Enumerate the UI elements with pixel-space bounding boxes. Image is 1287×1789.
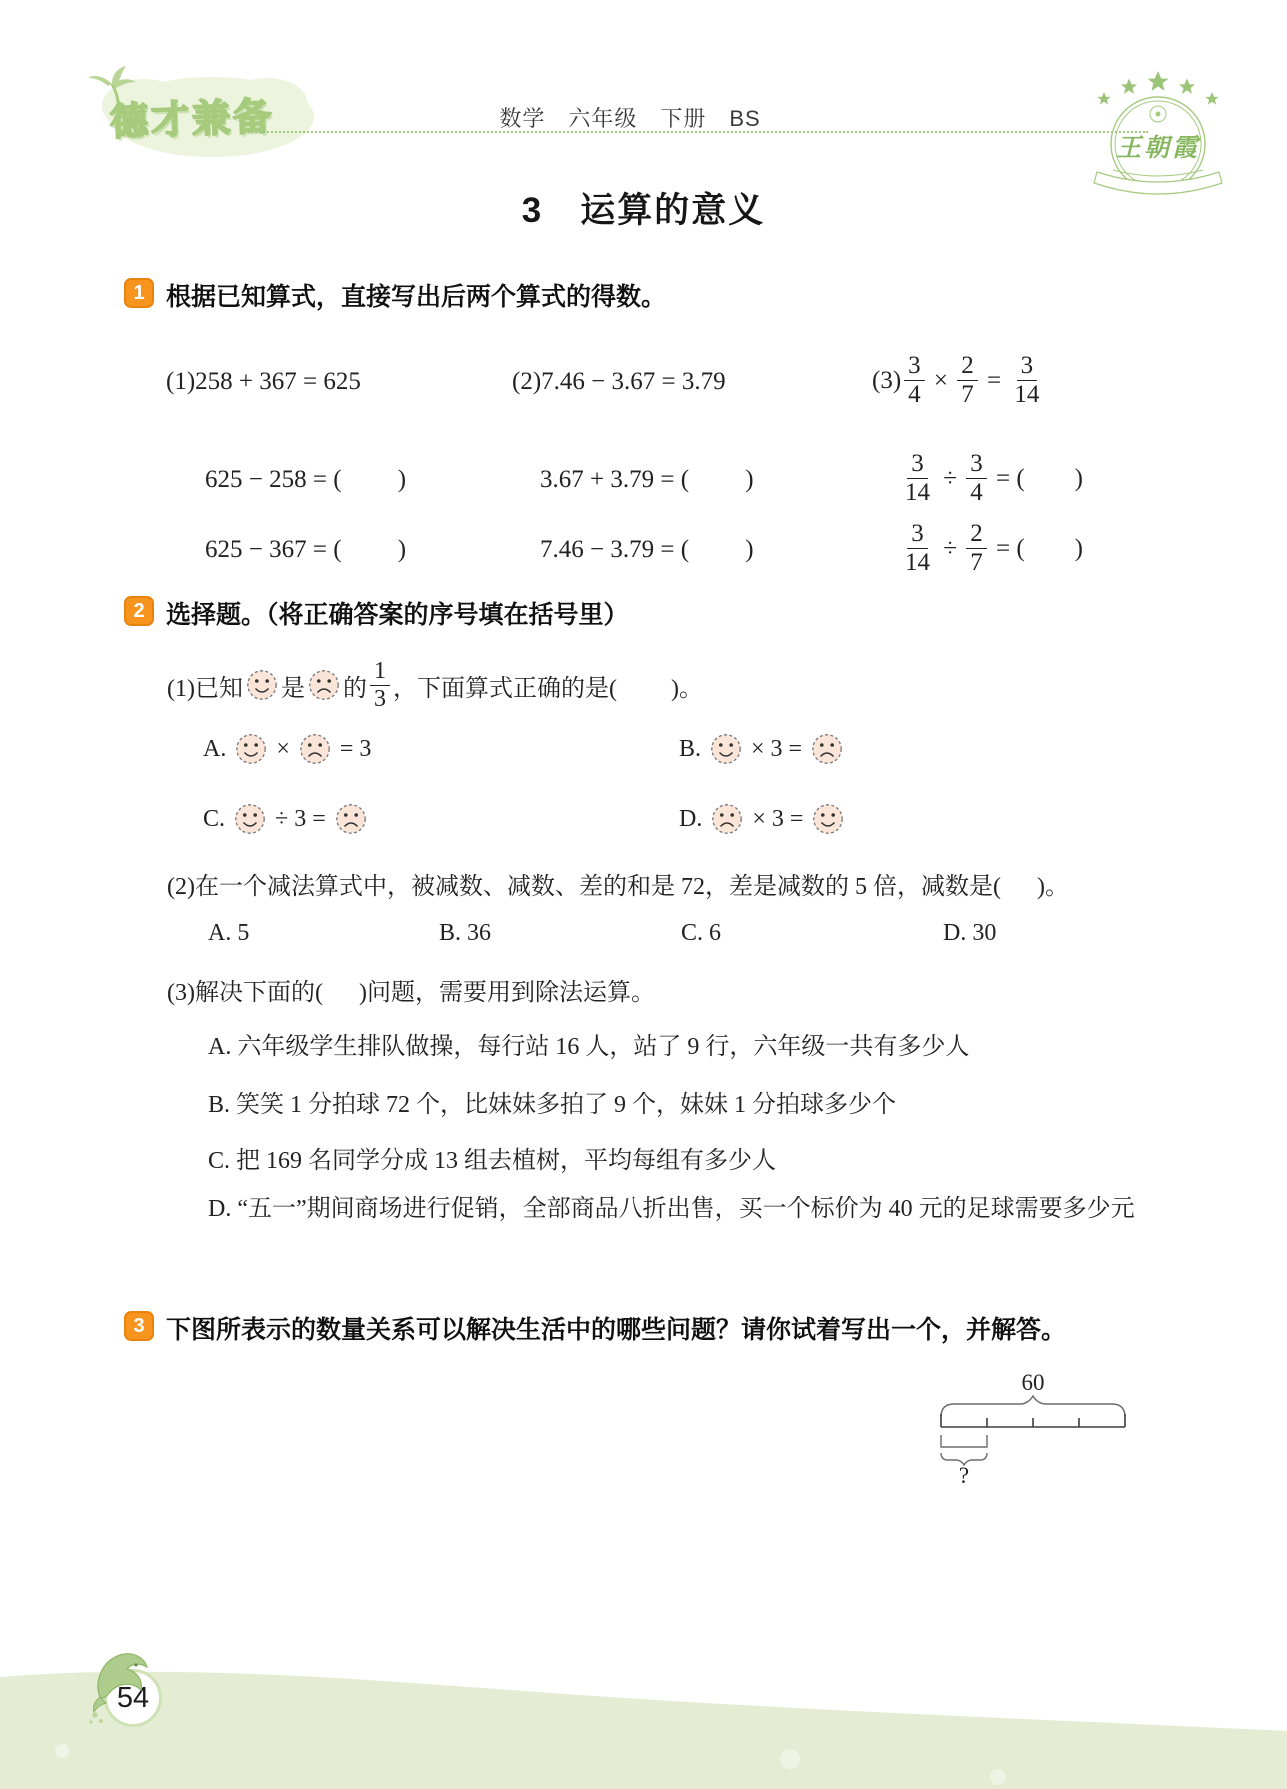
sad-face-icon: [308, 669, 340, 701]
part-bracket: [941, 1435, 987, 1447]
equation-given-2: (2)7.46 − 3.67 = 3.79: [512, 368, 726, 395]
happy-face-icon: [235, 733, 267, 765]
equation-blank-1a: 625 − 258 = ( ): [205, 466, 407, 493]
happy-face-icon: [710, 733, 742, 765]
quantity-bar-diagram: [933, 1373, 1133, 1485]
fraction: $\frac{3}{14}$: [1014, 352, 1040, 408]
happy-face-icon: [234, 803, 266, 835]
q2-sub1-stem: (1)已知 是 的 $\frac{1}{3}$ ，下面算式正确的是( )。: [167, 658, 703, 712]
brand-name: 王朝霞: [1115, 135, 1201, 162]
fraction: $\frac{3}{14}$: [905, 520, 930, 576]
happy-face-icon: [246, 669, 278, 701]
book-subject-line: 数学 六年级 下册 BS: [499, 106, 761, 131]
equation-blank-2a: 3.67 + 3.79 = ( ): [540, 466, 754, 493]
header-divider: [248, 131, 1148, 133]
q2-sub3-option-c: C. 把 169 名同学分成 13 组去植树，平均每组有多少人: [208, 1148, 777, 1174]
q2-sub1-option-c: C. ÷ 3 =: [203, 803, 370, 835]
q2-sub2-option-a: A. 5: [208, 920, 250, 946]
stars-icon: [1097, 71, 1218, 105]
q2-sub2-option-c: C. 6: [681, 920, 722, 946]
brand-emblem: [1083, 66, 1233, 198]
q2-sub3-stem: (3)解决下面的( )问题，需要用到除法运算。: [167, 980, 655, 1006]
equation-given-1: (1)258 + 367 = 625: [166, 368, 361, 395]
q2-sub3-option-d: D. “五一”期间商场进行促销，全部商品八折出售，买一个标价为 40 元的足球需要多少元: [208, 1196, 1135, 1222]
question2-badge: 2: [124, 596, 154, 626]
fraction: $\frac{1}{3}$: [370, 658, 390, 713]
q2-sub2-option-b: B. 36: [439, 920, 492, 946]
fraction: $\frac{2}{7}$: [957, 352, 978, 409]
equation-blank-1b: 625 − 367 = ( ): [205, 536, 407, 563]
sad-face-icon: [299, 733, 331, 765]
question3-prompt: 下图所表示的数量关系可以解决生活中的哪些问题？请你试着写出一个，并解答。: [166, 1316, 1067, 1344]
sad-face-icon: [335, 803, 367, 835]
question1-prompt: 根据已知算式，直接写出后两个算式的得数。: [166, 283, 667, 311]
q2-sub1-option-b: B. × 3 =: [679, 733, 846, 765]
fraction: $\frac{3}{4}$: [904, 352, 925, 409]
diagram-unknown-label: ?: [958, 1463, 970, 1485]
q2-sub1-option-a: A. × = 3: [203, 733, 371, 765]
q2-sub3-option-a: A. 六年级学生排队做操，每行站 16 人，站了 9 行，六年级一共有多少人: [208, 1034, 970, 1060]
diagram-total-label: 60: [1021, 1373, 1045, 1395]
overbrace: [941, 1396, 1125, 1417]
logo-title: 德才兼备: [109, 96, 275, 144]
fraction: $\frac{3}{4}$: [966, 450, 987, 507]
sad-face-icon: [711, 803, 743, 835]
fraction: $\frac{3}{14}$: [905, 450, 930, 506]
footer-wave: [0, 1659, 1287, 1789]
question2-prompt: 选择题。（将正确答案的序号填在括号里）: [166, 601, 629, 629]
happy-face-icon: [812, 803, 844, 835]
equation-blank-3b: $\frac{3}{14}$ ÷ $\frac{2}{7}$ = ( ): [898, 520, 1083, 577]
page-title: 3 运算的意义: [521, 191, 766, 230]
fraction: $\frac{2}{7}$: [966, 520, 987, 577]
sad-face-icon: [811, 733, 843, 765]
q2-sub2-option-d: D. 30: [943, 920, 997, 946]
equation-blank-3a: $\frac{3}{14}$ ÷ $\frac{3}{4}$ = ( ): [898, 450, 1083, 507]
q2-sub1-option-d: D. × 3 =: [679, 803, 847, 835]
equation-given-3: (3) $\frac{3}{4}$ × $\frac{2}{7}$ = $\frac{3}{14}$: [872, 352, 1046, 409]
question3-badge: 3: [124, 1311, 154, 1341]
page-number: 54: [104, 1669, 162, 1727]
publisher-logo: [82, 62, 332, 162]
equation-blank-2b: 7.46 − 3.79 = ( ): [540, 536, 754, 563]
dolphin-icon: [86, 1645, 156, 1725]
q2-sub3-option-b: B. 笑笑 1 分拍球 72 个，比妹妹多拍了 9 个，妹妹 1 分拍球多少个: [208, 1092, 897, 1118]
question1-badge: 1: [124, 278, 154, 308]
q2-sub2-stem: (2)在一个减法算式中，被减数、减数、差的和是 72，差是减数的 5 倍，减数是( )。: [167, 874, 1069, 900]
